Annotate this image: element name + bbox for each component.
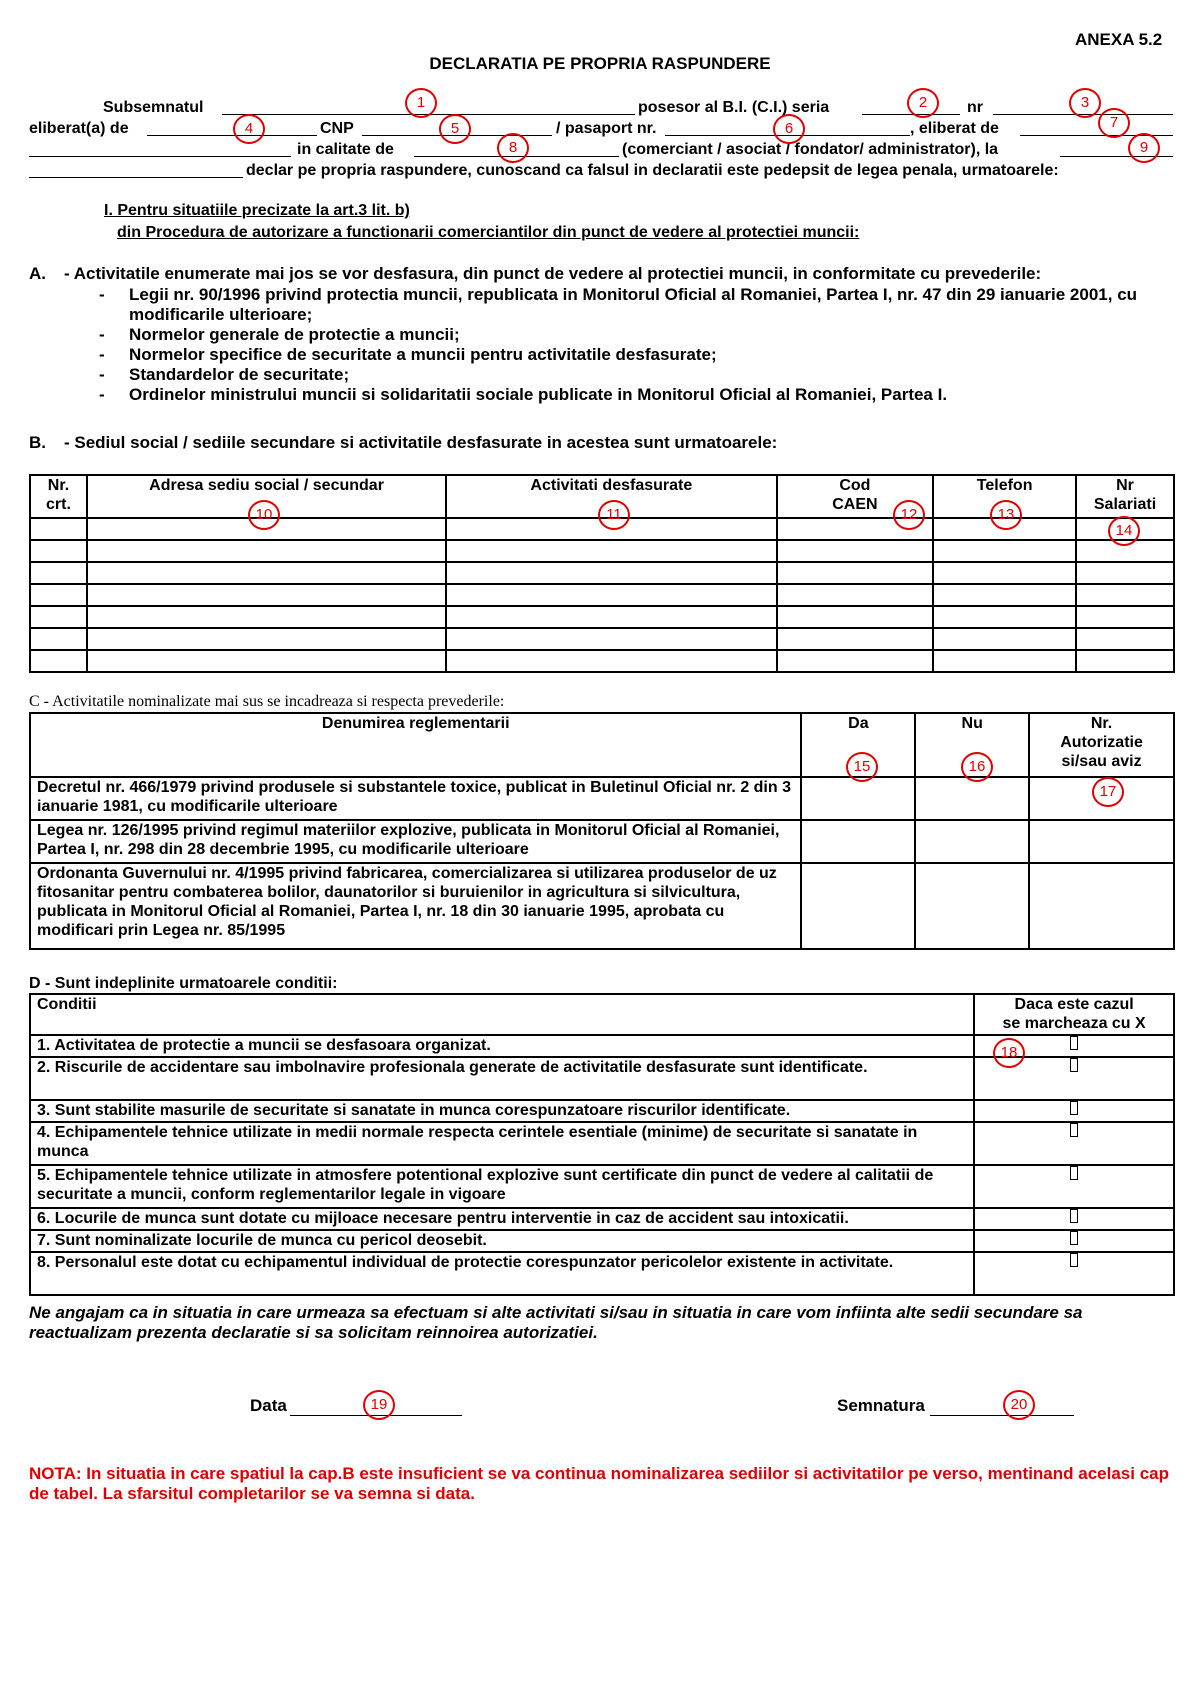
field-marker: 3 <box>1069 88 1101 118</box>
section-a-item: - Ordinelor ministrului muncii si solidaritatii sociale publicate in Monitorul Oficial al Romaniei, Partea I. <box>95 385 1165 405</box>
field-marker: 1 <box>405 88 437 118</box>
col-da: Da <box>801 713 915 777</box>
signature-field[interactable] <box>930 1415 1074 1416</box>
section-a-item: - Normelor specifice de securitate a muncii pentru activitatile desfasurate; <box>95 345 1165 365</box>
section-c-table <box>29 712 1175 950</box>
field-marker: 18 <box>993 1038 1025 1068</box>
section-b-intro: - Sediul social / sediile secundare si activitatile desfasurate in acestea sunt urmatoarele: <box>64 433 778 452</box>
col-cod-caen: Cod CAEN <box>777 475 934 518</box>
table-row <box>30 1165 1174 1208</box>
table-row <box>30 1100 1174 1122</box>
col-activitati: Activitati desfasurate <box>446 475 776 518</box>
field-marker: 9 <box>1128 133 1160 163</box>
regulation-text: Legea nr. 126/1995 privind regimul materiilor explozive, publicata in Monitorul Oficial al Romaniei, Partea I, nr. 298 din 28 decembrie 1995, cu modificarile ulterioare <box>30 820 801 863</box>
table-row <box>30 1122 1174 1165</box>
label-posesor: posesor al B.I. (C.I.) seria <box>638 99 830 116</box>
table-row <box>30 584 1174 606</box>
label-nr: nr <box>967 99 983 116</box>
id-series-field[interactable] <box>862 114 960 115</box>
field-marker: 8 <box>497 133 529 163</box>
checkbox[interactable] <box>1070 1036 1078 1050</box>
condition-text: 5. Echipamentele tehnice utilizate in atmosfere potentional explozive sunt certificate din punct de vedere al calitatii de securitate a muncii, conform reglementarilor legale in vigoare <box>30 1165 974 1208</box>
field-marker: 17 <box>1092 777 1124 807</box>
col-adresa: Adresa sediu social / secundar <box>87 475 446 518</box>
field-marker: 11 <box>598 500 630 530</box>
condition-text: 4. Echipamentele tehnice utilizate in medii normale respecta cerintele esentiale (minime) de securitate si sanatate in munca <box>30 1122 974 1165</box>
label-eliberat: eliberat(a) de <box>29 120 129 137</box>
checkbox[interactable] <box>1070 1253 1078 1267</box>
issuer-field[interactable] <box>147 135 317 136</box>
section-a-item: - Legii nr. 90/1996 privind protectia muncii, republicata in Monitorul Oficial al Romaniei, Partea I, nr. 47 din 29 ianuarie 2001, cu modificarile ulterioare; <box>95 285 1165 325</box>
field-marker: 12 <box>893 500 925 530</box>
col-nu: Nu <box>915 713 1029 777</box>
field-marker: 20 <box>1003 1390 1035 1420</box>
section-a-item: - Normelor generale de protectie a muncii; <box>95 325 1165 345</box>
condition-text: 1. Activitatea de protectie a muncii se desfasoara organizat. <box>30 1035 974 1057</box>
field-marker: 13 <box>990 500 1022 530</box>
label-eliberat-2: , eliberat de <box>910 120 999 137</box>
col-telefon: Telefon <box>933 475 1076 518</box>
section-a-item: - Standardelor de securitate; <box>95 365 1165 385</box>
checkbox[interactable] <box>1070 1166 1078 1180</box>
field-marker: 7 <box>1098 108 1130 138</box>
col-salariati: Nr Salariati <box>1076 475 1174 518</box>
label-pasaport: / pasaport nr. <box>556 120 657 137</box>
field-marker: 5 <box>439 114 471 144</box>
label-semnatura: Semnatura <box>837 1396 925 1415</box>
section-d-intro: D - Sunt indeplinite urmatoarele conditii: <box>29 975 338 992</box>
checkbox[interactable] <box>1070 1231 1078 1245</box>
declar-text: declar pe propria raspundere, cunoscand ca falsul in declaratii este pedepsit de legea penala, urmatoarele: <box>246 162 1059 179</box>
table-row <box>30 540 1174 562</box>
col-autorizatie: Nr. Autorizatie si/sau aviz <box>1029 713 1174 777</box>
field-marker: 19 <box>363 1390 395 1420</box>
col-mark: Daca este cazul se marcheaza cu X <box>974 994 1174 1035</box>
table-row <box>30 777 1174 820</box>
condition-text: 2. Riscurile de accidentare sau imbolnavire profesionala generate de activitatile desfasurate sunt identificate. <box>30 1057 974 1100</box>
table-row <box>30 820 1174 863</box>
field-marker: 16 <box>961 752 993 782</box>
company-field-cont[interactable] <box>29 177 243 178</box>
field-marker: 4 <box>233 114 265 144</box>
label-data: Data <box>250 1396 287 1415</box>
field-marker: 2 <box>907 88 939 118</box>
regulation-text: Decretul nr. 466/1979 privind produsele si substantele toxice, publicat in Buletinul Oficial nr. 2 din 3 ianuarie 1981, cu modificarile ulterioare <box>30 777 801 820</box>
label-calitate: in calitate de <box>297 141 394 158</box>
checkbox[interactable] <box>1070 1209 1078 1223</box>
section-c-intro: C - Activitatile nominalizate mai sus se incadreaza si respecta prevederile: <box>29 693 505 710</box>
section-i-line1: I. Pentru situatiile precizate la art.3 lit. b) <box>104 202 410 219</box>
checkbox[interactable] <box>1070 1101 1078 1115</box>
field-marker: 14 <box>1108 516 1140 546</box>
regulation-text: Ordonanta Guvernului nr. 4/1995 privind fabricarea, comercializarea si utilizarea produselor de uz fitosanitar pentru combaterea bolilor, daunatorilor si buruienilor in agricultura si silvicultura, publicata in Monitorul Oficial al Romaniei, Partea I, nr. 18 din 30 ianuarie 1995, aprobata cu modificari prin Legea nr. 85/1995 <box>30 863 801 949</box>
field-marker: 10 <box>248 500 280 530</box>
condition-text: 8. Personalul este dotat cu echipamentul individual de protectie corespunzator pericolelor existente in activitate. <box>30 1252 974 1295</box>
section-a-intro: - Activitatile enumerate mai jos se vor desfasura, din punct de vedere al protectiei muncii, in conformitate cu prevederile: <box>64 264 1042 283</box>
label-roles: (comerciant / asociat / fondator/ administrator), la <box>622 141 999 158</box>
section-a-list <box>95 285 1165 405</box>
table-row <box>30 1230 1174 1252</box>
table-row <box>30 650 1174 672</box>
page-title: DECLARATIA PE PROPRIA RASPUNDERE <box>429 54 771 73</box>
label-cnp: CNP <box>320 120 354 137</box>
nota-text: NOTA: In situatia in care spatiul la cap.B este insuficient se va continua nominalizarea sediilor si activitatilor pe verso, mentinand acelasi cap de tabel. La sfarsitul completarilor se va semna si data. <box>29 1464 1169 1503</box>
passport-issuer-field-cont[interactable] <box>29 156 291 157</box>
table-row <box>30 1252 1174 1295</box>
label-subsemnatul: Subsemnatul <box>103 99 204 116</box>
field-marker: 15 <box>846 752 878 782</box>
section-b-label: B. <box>29 433 46 452</box>
commitment-text: Ne angajam ca in situatia in care urmeaza sa efectuam si alte activitati si/sau in situatia in care vom infiinta alte sedii secundare sa reactualizam prezenta declaratie si sa solicitam reinnoirea autorizatiei. <box>29 1303 1083 1342</box>
col-nr-crt: Nr. crt. <box>30 475 87 518</box>
section-a-label: A. <box>29 264 46 283</box>
checkbox[interactable] <box>1070 1058 1078 1072</box>
table-row <box>30 628 1174 650</box>
condition-text: 3. Sunt stabilite masurile de securitate si sanatate in munca corespunzatoare riscurilor identificate. <box>30 1100 974 1122</box>
condition-text: 7. Sunt nominalizate locurile de munca cu pericol deosebit. <box>30 1230 974 1252</box>
section-i-line2: din Procedura de autorizare a functionarii comerciantilor din punct de vedere al protectiei muncii: <box>117 224 860 241</box>
checkbox[interactable] <box>1070 1123 1078 1137</box>
col-conditii: Conditii <box>30 994 974 1035</box>
field-marker: 6 <box>773 114 805 144</box>
condition-text: 6. Locurile de munca sunt dotate cu mijloace necesare pentru interventie in caz de accident sau intoxicatii. <box>30 1208 974 1230</box>
table-row <box>30 1208 1174 1230</box>
col-denumire: Denumirea reglementarii <box>30 713 801 777</box>
table-row <box>30 562 1174 584</box>
table-row <box>30 606 1174 628</box>
annex-label: ANEXA 5.2 <box>1075 30 1163 49</box>
table-row <box>30 863 1174 949</box>
